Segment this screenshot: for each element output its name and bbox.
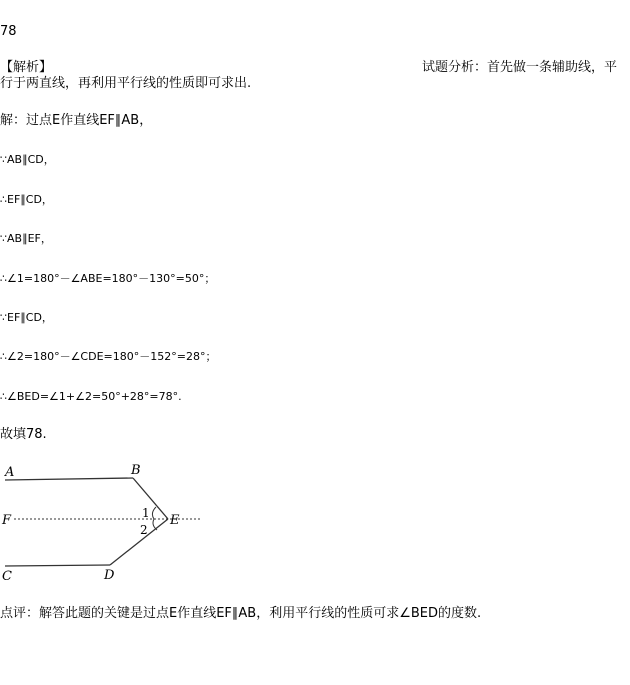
segment-cd <box>5 565 110 566</box>
solution-answer: 故填78. <box>0 427 47 442</box>
angle-label-1: 1 <box>142 506 150 520</box>
segment-ed <box>110 519 168 565</box>
label-f: F <box>2 513 12 528</box>
angle-label-2: 2 <box>140 523 148 537</box>
label-c: C <box>2 569 12 584</box>
analysis-summary: 试题分析：首先做一条辅助线，平 <box>422 60 618 75</box>
solution-step: ∵AB∥CD， <box>0 153 55 166</box>
answer-number: 78 <box>0 24 17 39</box>
solution-intro: 解：过点E作直线EF∥AB， <box>0 113 153 128</box>
label-e: E <box>170 513 180 528</box>
solution-step: ∴∠1=180°－∠ABE=180°－130°=50°； <box>0 272 216 285</box>
solution-step: ∵AB∥EF， <box>0 232 52 245</box>
angle-arc-1 <box>152 507 156 519</box>
segment-ab <box>5 478 133 480</box>
analysis-summary-continued: 行于两直线，再利用平行线的性质即可求出. <box>0 76 252 91</box>
solution-step: ∵EF∥CD， <box>0 311 53 324</box>
segment-be <box>133 478 168 519</box>
label-b: B <box>131 463 141 478</box>
solution-step: ∴∠BED=∠1+∠2=50°+28°=78°. <box>0 390 182 403</box>
label-a: A <box>5 465 15 480</box>
geometry-figure <box>0 458 210 588</box>
comment-text: 点评：解答此题的关键是过点E作直线EF∥AB，利用平行线的性质可求∠BED的度数. <box>0 606 482 621</box>
label-d: D <box>104 568 115 583</box>
solution-step: ∴∠2=180°－∠CDE=180°－152°=28°； <box>0 350 217 363</box>
section-title-analysis: 【解析】 <box>0 60 53 75</box>
solution-step: ∴EF∥CD， <box>0 193 53 206</box>
